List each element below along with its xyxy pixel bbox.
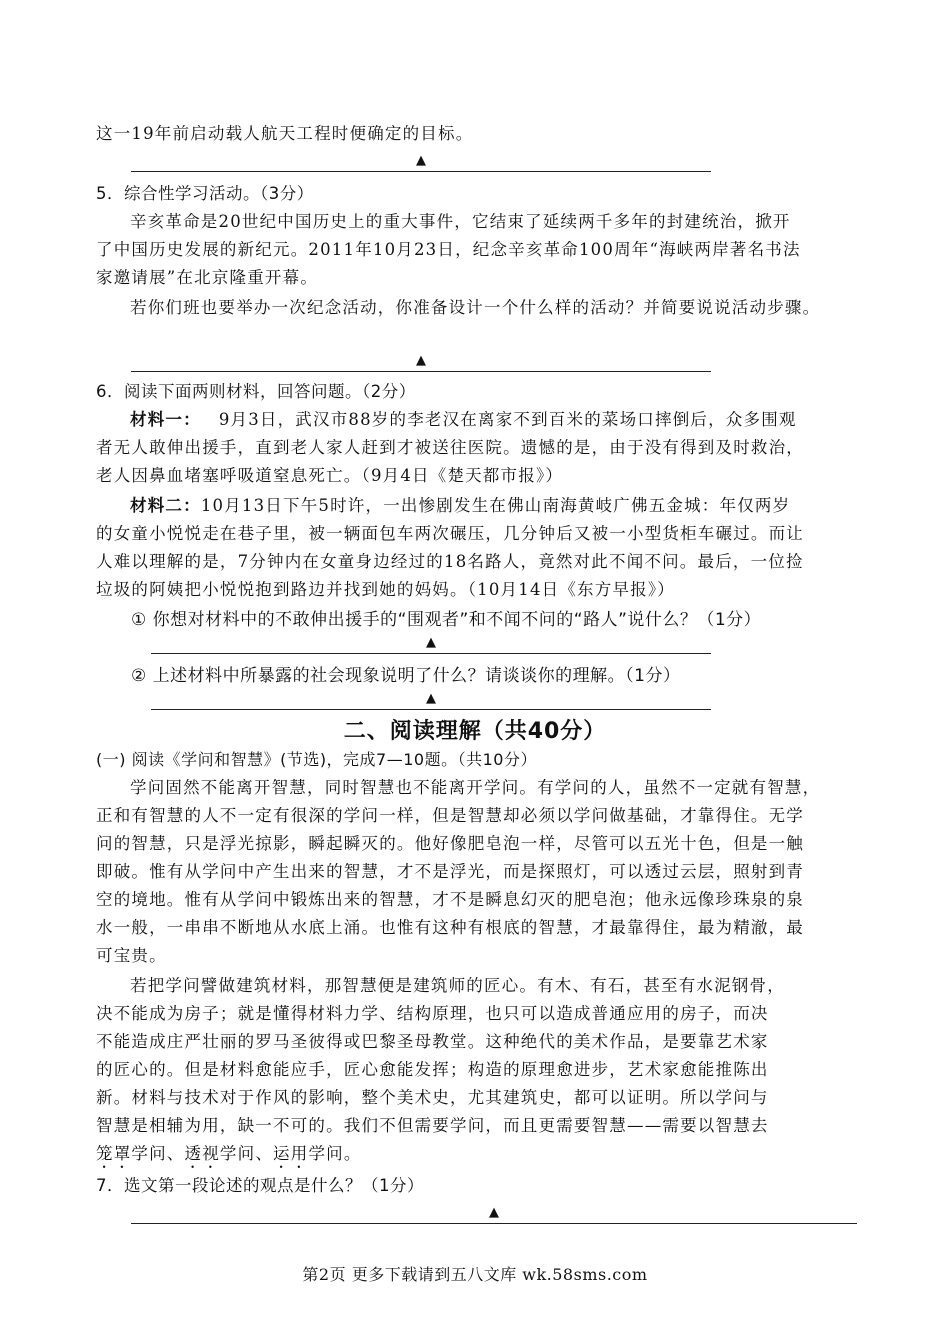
material-2-text: 10月13日下午5时许，一出惨剧发生在佛山南海黄岐广佛五金城：年仅两岁 xyxy=(200,496,791,515)
answer-line[interactable] xyxy=(131,354,711,372)
text-fragment: 学问。 xyxy=(308,1144,362,1163)
text-fragment: 学问、 xyxy=(219,1144,274,1163)
answer-line[interactable] xyxy=(151,636,711,654)
text-line: 若把学问譬做建筑材料，那智慧便是建筑师的匠心。有木、有石，甚至有水泥钢骨， xyxy=(130,976,785,995)
text-line: 问的智慧，只是浮光掠影，瞬起瞬灭的。他好像肥皂泡一样，尽管可以五光十色，但是一触 xyxy=(96,834,804,853)
emphasis-word: 透视 xyxy=(184,1144,220,1163)
triangle-icon: ▲ xyxy=(489,1205,499,1220)
answer-line[interactable] xyxy=(151,692,711,710)
answer-line[interactable] xyxy=(131,154,711,172)
text-line: 的匠心的。但是材料愈能应手，匠心愈能发挥；构造的原理愈进步，艺术家愈能推陈出 xyxy=(96,1060,769,1079)
text-line: 新。材料与技术对于作风的影响，整个美术史，尤其建筑史，都可以证明。所以学问与 xyxy=(96,1088,769,1107)
text-line: 了中国历史发展的新纪元。2011年10月23日，纪念辛亥革命100周年“海峡两岸著名书法 xyxy=(96,240,801,259)
page-footer: 第2页 更多下载请到五八文库 wk.58sms.com xyxy=(302,1265,648,1284)
emphasis-word: 笼罩 xyxy=(96,1144,132,1163)
material-1-label: 材料一： xyxy=(130,410,201,429)
material-2-line xyxy=(96,494,870,518)
text-line: 家邀请展”在北京隆重开幕。 xyxy=(96,268,319,287)
emphasis-word: 运用 xyxy=(273,1144,309,1163)
triangle-icon: ▲ xyxy=(426,635,436,650)
triangle-icon: ▲ xyxy=(416,153,426,168)
sub-question-1: ① 你想对材料中的不敢伸出援手的“围观者”和不闻不问的“路人”说什么？（1分） xyxy=(131,610,762,630)
section-heading: 二、阅读理解（共40分） xyxy=(343,719,607,744)
text-line: 空的境地。惟有从学问中锻炼出来的智慧，才不是瞬息幻灭的肥皂泡；他永远像珍珠泉的泉 xyxy=(96,890,804,909)
text-line: 智慧是相辅为用，缺一不可的。我们不但需要学问，而且更需要智慧——需要以智慧去 xyxy=(96,1116,769,1135)
text-line: 若你们班也要举办一次纪念活动，你准备设计一个什么样的活动？并简要说说活动步骤。 xyxy=(130,298,821,317)
material-1-text: 9月3日，武汉市88岁的李老汉在离家不到百米的菜场口摔倒后，众多围观 xyxy=(218,410,797,429)
text-line: 正和有智慧的人不一定有很深的学问一样，但是智慧却必须以学问做基础，才靠得住。无学 xyxy=(96,806,804,825)
text-line: 老人因鼻血堵塞呼吸道窒息死亡。（9月4日《楚天都市报》） xyxy=(96,466,564,485)
material-1-line xyxy=(96,408,870,432)
text-line: 可宝贵。 xyxy=(96,946,167,965)
text-line: 学问固然不能离开智慧，同时智慧也不能离开学问。有学问的人，虽然不一定就有智慧， xyxy=(130,778,821,797)
question-7-title: 7．选文第一段论述的观点是什么？（1分） xyxy=(96,1176,424,1195)
text-line: 即破。惟有从学问中产生出来的智慧，才不是浮光，而是探照灯，可以透过云层，照射到青 xyxy=(96,862,804,881)
answer-line[interactable] xyxy=(131,1206,857,1224)
triangle-icon: ▲ xyxy=(416,353,426,368)
text-line: 水一般，一串串不断地从水底上涌。也惟有这种有根底的智慧，才最靠得住，最为精澈，最 xyxy=(96,918,804,937)
text-fragment: 学问、 xyxy=(131,1144,185,1163)
text-line: 者无人敢伸出援手，直到老人家人赶到才被送往医院。遗憾的是，由于没有得到及时救治， xyxy=(96,438,804,457)
question-5-title: 5．综合性学习活动。（3分） xyxy=(96,184,314,203)
material-2-label: 材料二： xyxy=(130,496,201,515)
text-line: 决不能成为房子；就是懂得材料力学、结构原理，也只可以造成普通应用的房子，而决 xyxy=(96,1004,769,1023)
text-line: 人难以理解的是，7分钟内在女童身边经过的18名路人，竟然对此不闻不问。最后，一位捡 xyxy=(96,552,804,571)
triangle-icon: ▲ xyxy=(426,691,436,706)
text-line: 这一19年前启动载人航天工程时便确定的目标。 xyxy=(96,124,474,143)
text-line: 不能造成庄严壮丽的罗马圣彼得或巴黎圣母教堂。这种绝代的美术作品，是要靠艺术家 xyxy=(96,1032,769,1051)
text-line: 的女童小悦悦走在巷子里，被一辆面包车两次碾压，几分钟后又被一小型货柜车碾过。而让 xyxy=(96,524,804,543)
sub-question-2: ② 上述材料中所暴露的社会现象说明了什么？请谈谈你的理解。（1分） xyxy=(131,666,681,686)
text-line-emphasis xyxy=(96,1142,870,1172)
text-line: 辛亥革命是20世纪中国历史上的重大事件，它结束了延续两千多年的封建统治，掀开 xyxy=(130,212,791,231)
question-6-title: 6．阅读下面两则材料，回答问题。（2分） xyxy=(96,382,416,401)
reading-sub-heading: (一) 阅读《学问和智慧》(节选)，完成7—10题。（共10分） xyxy=(96,750,537,769)
text-line: 垃圾的阿姨把小悦悦抱到路边并找到她的妈妈。（10月14日《东方早报》） xyxy=(96,580,675,599)
